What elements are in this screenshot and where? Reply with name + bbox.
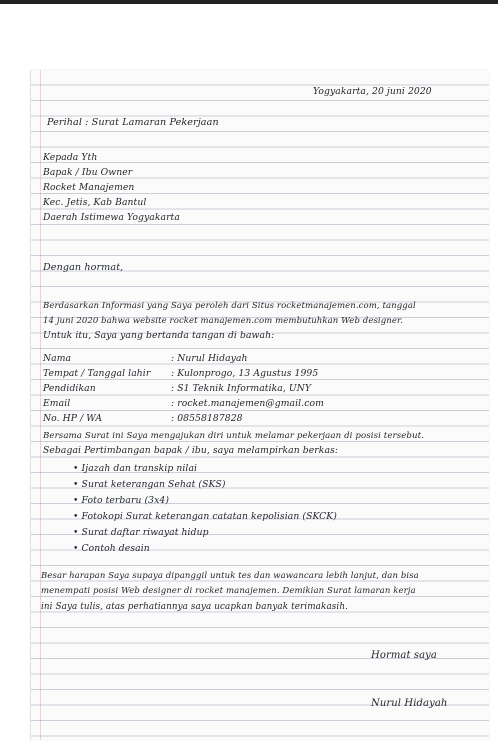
closing-line: menempati posisi Web designer di rocket manajemen. Demikian Surat lamaran kerja: [41, 586, 416, 596]
signature-name: Nurul Hidayah: [371, 698, 448, 709]
bullet: •: [73, 495, 82, 506]
greeting: Dengan hormat,: [43, 262, 124, 273]
attachment-item: • Contoh desain: [73, 543, 150, 554]
sign-off: Hormat saya: [371, 650, 437, 661]
field-row-phone: [43, 413, 483, 428]
body-line: Sebagai Pertimbangan bapak / ibu, saya melampirkan berkas:: [43, 445, 339, 456]
bullet: •: [73, 479, 82, 490]
field-label: Nama: [43, 353, 72, 364]
attachment-item: • Foto terbaru (3x4): [73, 495, 170, 506]
field-row-ttl: [43, 368, 483, 383]
bullet: •: [73, 543, 82, 554]
bullet: •: [73, 527, 82, 538]
field-label: Tempat / Tanggal lahir: [43, 368, 151, 379]
intro-line: Berdasarkan Informasi yang Saya peroleh dari Situs rocketmanajemen.com, tanggal: [43, 301, 416, 311]
intro-line: Untuk itu, Saya yang bertanda tangan di bawah:: [43, 330, 275, 341]
closing-line: ini Saya tulis, atas perhatiannya saya ucapkan banyak terimakasih.: [41, 602, 348, 612]
field-value: : S1 Teknik Informatika, UNY: [171, 383, 312, 394]
field-label: Pendidikan: [43, 383, 96, 394]
field-label: No. HP / WA: [43, 413, 103, 424]
recipient-line: Bapak / Ibu Owner: [43, 167, 133, 178]
field-value: : Kulonprogo, 13 Agustus 1995: [171, 368, 319, 379]
field-value: : rocket.manajemen@gmail.com: [171, 398, 324, 409]
recipient-line: Kepada Yth: [43, 152, 98, 163]
intro-line: 14 juni 2020 bahwa website rocket manajemen.com membutuhkan Web designer.: [43, 316, 404, 326]
field-value: : Nurul Hidayah: [171, 353, 248, 364]
field-row-pendidikan: [43, 383, 483, 398]
recipient-line: Rocket Manajemen: [43, 182, 135, 193]
bullet: •: [73, 511, 82, 522]
subject-line: Perihal : Surat Lamaran Pekerjaan: [47, 117, 219, 128]
lined-paper-sheet: [30, 70, 489, 740]
field-row-nama: [43, 353, 483, 368]
closing-line: Besar harapan Saya supaya dipanggil untuk tes dan wawancara lebih lanjut, dan bisa: [41, 571, 419, 581]
top-bar: [0, 0, 498, 4]
field-label: Email: [43, 398, 71, 409]
attachment-item: • Surat daftar riwayat hidup: [73, 527, 209, 538]
attachment-item: • Fotokopi Surat keterangan catatan kepolisian (SKCK): [73, 511, 337, 522]
recipient-line: Daerah Istimewa Yogyakarta: [43, 212, 180, 223]
field-value: : 08558187828: [171, 413, 243, 424]
place-date: Yogyakarta, 20 juni 2020: [313, 86, 432, 97]
recipient-line: Kec. Jetis, Kab Bantul: [43, 197, 147, 208]
attachment-item: • Surat keterangan Sehat (SKS): [73, 479, 226, 490]
body-line: Bersama Surat ini Saya mengajukan diri untuk melamar pekerjaan di posisi tersebut.: [43, 431, 425, 441]
attachment-item: • Ijazah dan transkip nilai: [73, 463, 198, 474]
bullet: •: [73, 463, 82, 474]
field-row-email: [43, 398, 483, 413]
